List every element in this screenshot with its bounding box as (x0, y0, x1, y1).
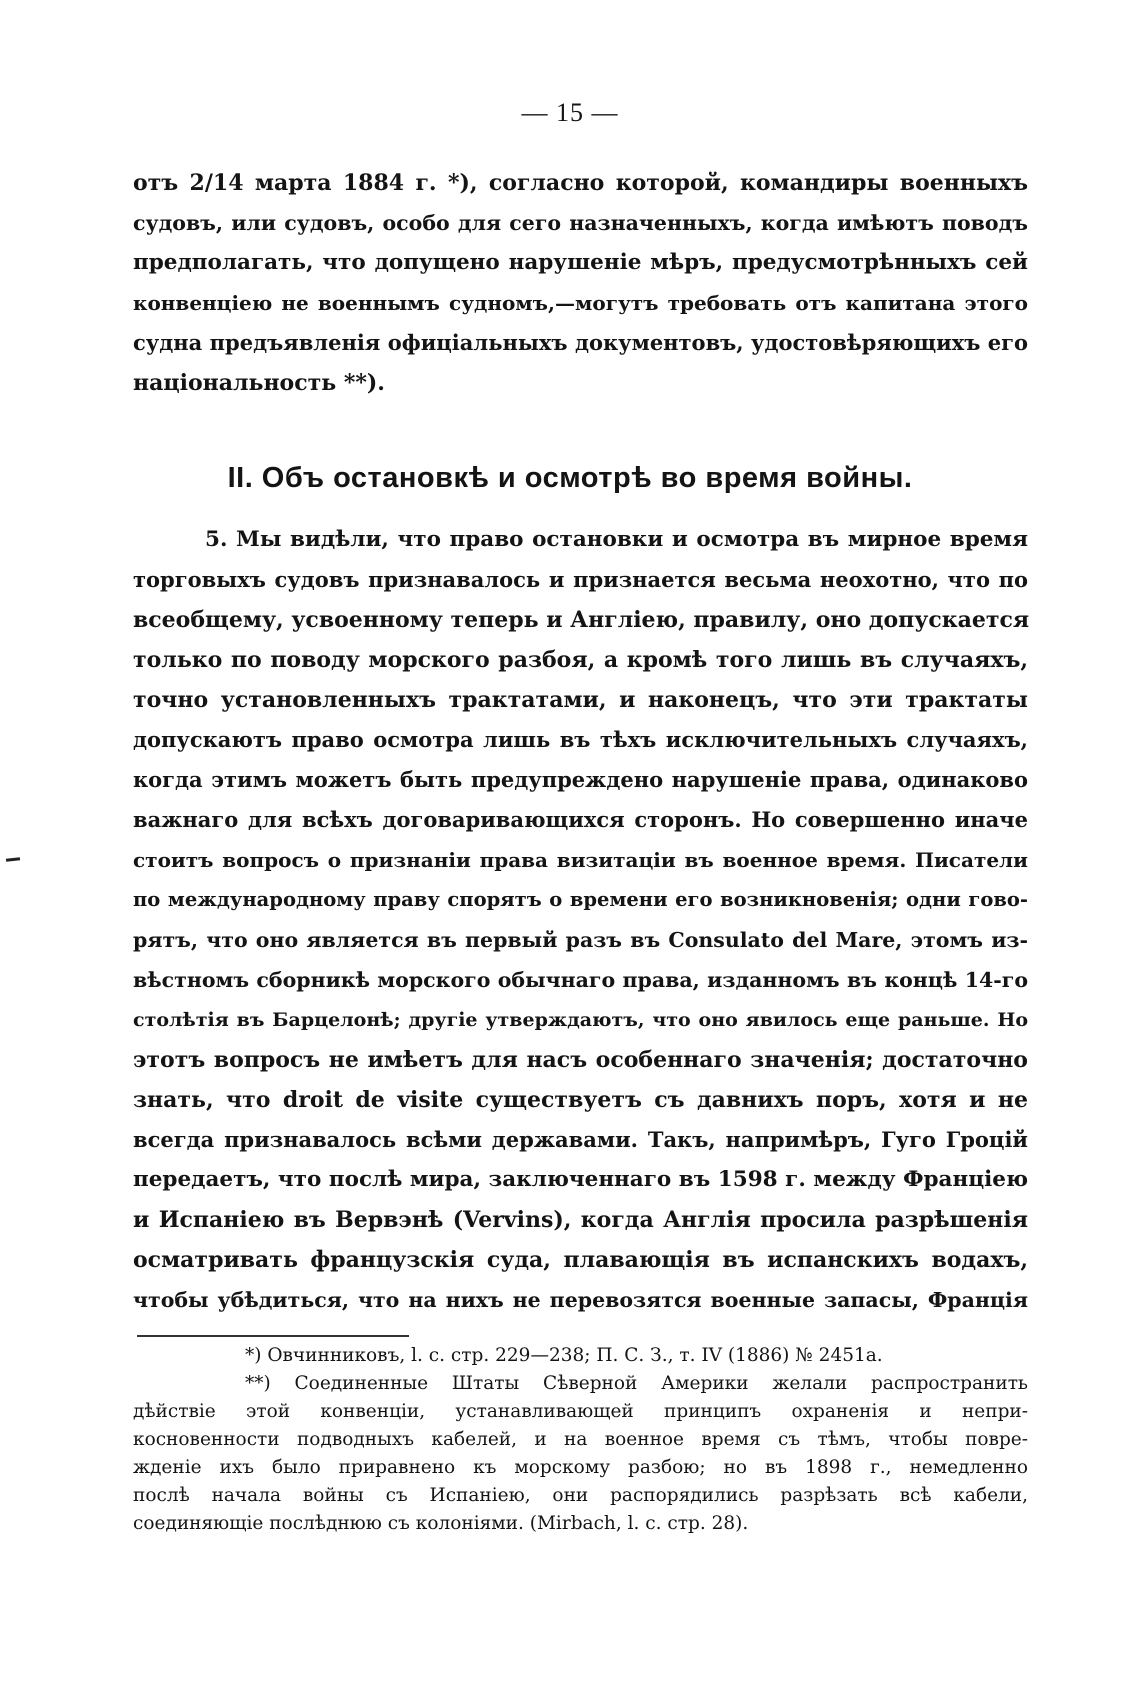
footnote-2-line: косновенности подводныхъ кабелей, и на военное время съ тѣмъ, чтобы повре- (133, 1429, 1028, 1450)
text-line: всегда признавалось всѣми державами. Такъ, напримѣръ, Гуго Гроцій (133, 1127, 1028, 1152)
text-line: точно установленныхъ трактатами, и наконецъ, что эти трактаты (133, 687, 1028, 713)
text-line: 5. Мы видѣли, что право остановки и осмотра въ мирное время (205, 527, 1028, 552)
text-line: отъ 2/14 марта 1884 г. *), согласно которой, командиры военныхъ (133, 170, 1028, 196)
text-line: стоитъ вопросъ о признаніи права визитаціи въ военное время. Писатели (133, 848, 1028, 872)
page-number: — 15 — (521, 98, 619, 127)
text-line: предполагать, что допущено нарушеніе мѣръ, предусмотрѣнныхъ сей (133, 250, 1028, 275)
text-line: чтобы убѣдиться, что на нихъ не перевозятся военные запасы, Франція (133, 1288, 1028, 1312)
text-line: національность **). (133, 370, 385, 396)
text-line: вѣстномъ сборникѣ морского обычнаго права, изданномъ въ концѣ 14-го (133, 968, 1028, 992)
text-line: передаетъ, что послѣ мира, заключеннаго въ 1598 г. между Франціею (133, 1167, 1028, 1192)
intro-paragraph (133, 163, 1028, 403)
text-line: знать, что droit de visite существуетъ съ давнихъ поръ, хотя и не (133, 1087, 1028, 1113)
text-line: судна предъявленія офиціальныхъ документовъ, удостовѣряющихъ его (133, 330, 1028, 355)
text-line: допускаютъ право осмотра лишь въ тѣхъ исключительныхъ случаяхъ, (133, 727, 1028, 752)
text-line: этотъ вопросъ не имѣетъ для насъ особеннаго значенія; достаточно (133, 1047, 1028, 1073)
text-line: важнаго для всѣхъ договаривающихся сторонъ. Но совершенно иначе (133, 807, 1028, 832)
footnote-2-line: дѣйствіе этой конвенціи, устанавливающей принципъ охраненія и непри- (133, 1401, 1028, 1422)
text-line: и Испаніею въ Вервэнѣ (Vervins), когда Англія просила разрѣшенія (133, 1207, 1028, 1233)
margin-mark (6, 857, 20, 861)
footnote-2-line: жденіе ихъ было приравнено къ морскому разбою; но въ 1898 г., немедленно (133, 1457, 1028, 1478)
text-line: по международному праву спорятъ о времени его возникновенія; одни гово- (133, 888, 1028, 911)
text-line: столѣтія въ Барцелонѣ; другіе утверждаютъ, что оно явилось еще раньше. Но (133, 1009, 1028, 1031)
footnote-1: *) Овчинниковъ, l. c. стр. 229—238; П. С. З., т. IV (1886) № 2451а. (245, 1345, 883, 1366)
footnote-divider (137, 1335, 409, 1337)
footnotes (133, 1342, 1028, 1538)
main-paragraph (133, 520, 1028, 1320)
footnote-2-line: соединяющіе послѣднюю съ колоніями. (Mirbach, l. c. стр. 28). (133, 1513, 749, 1534)
section-heading: II. Объ остановкѣ и осмотрѣ во время войны. (227, 462, 913, 494)
footnote-2-line: **) Соединенные Штаты Сѣверной Америки желали распространить (245, 1373, 1028, 1394)
text-line: только по поводу морского разбоя, а кромѣ того лишь въ случаяхъ, (133, 647, 1028, 673)
text-line: осматривать французскія суда, плавающія въ испанскихъ водахъ, (133, 1247, 1028, 1273)
text-line: когда этимъ можетъ быть предупреждено нарушеніе права, одинаково (133, 767, 1028, 792)
footnote-2-line: послѣ начала войны съ Испаніею, они распорядились разрѣзать всѣ кабели, (133, 1485, 1028, 1506)
text-line: всеобщему, усвоенному теперь и Англіею, правилу, оно допускается (133, 607, 1030, 633)
text-line: конвенціею не военнымъ судномъ,—могутъ требовать отъ капитана этого (133, 291, 1028, 315)
text-line: судовъ, или судовъ, особо для сего назначенныхъ, когда имѣютъ поводъ (133, 211, 1028, 235)
text-line: рятъ, что оно является въ первый разъ въ Consulato del Mare, этомъ из- (133, 928, 1028, 952)
text-line: торговыхъ судовъ признавалось и признается весьма неохотно, что по (133, 567, 1028, 592)
